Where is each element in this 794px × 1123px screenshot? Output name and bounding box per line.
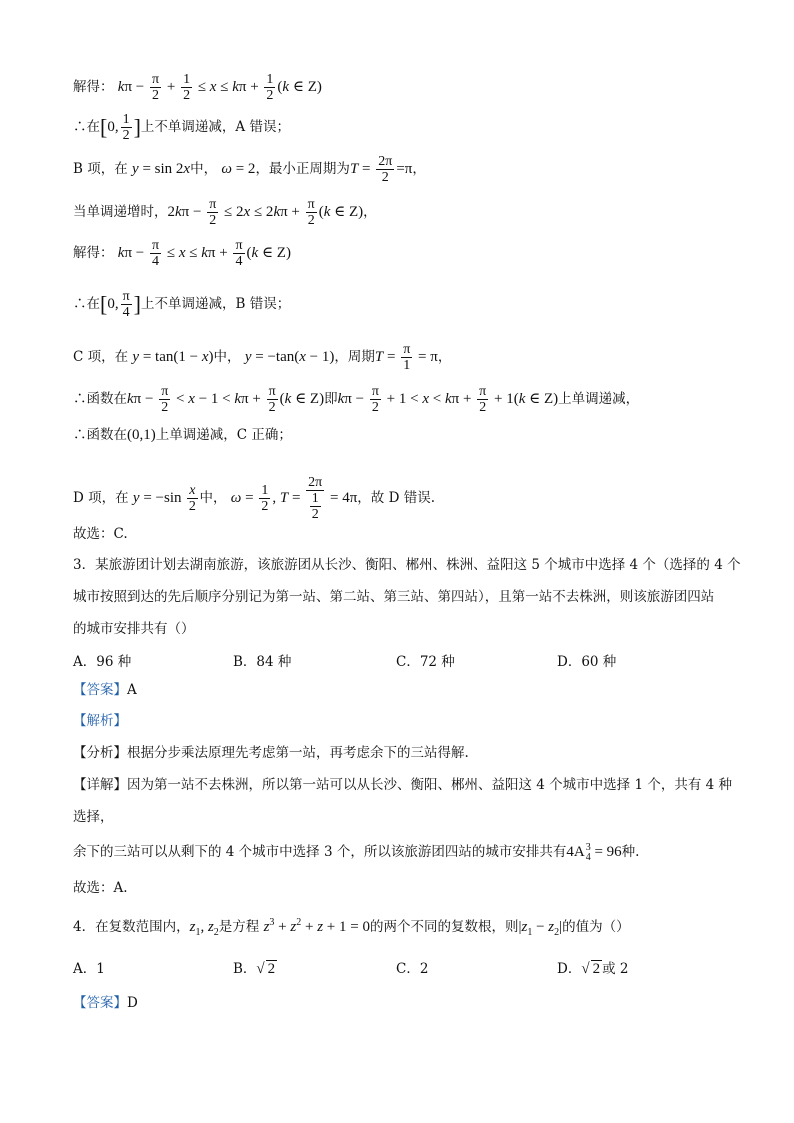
answer-tag: 【答案】	[73, 995, 127, 1011]
text: 或 2	[602, 961, 629, 977]
math-interval: [0, $\frac{1}{2}$ ]	[100, 112, 141, 143]
solve-line-2	[73, 112, 290, 143]
text: ∴函数在	[73, 427, 127, 443]
radicand: 2	[592, 961, 601, 977]
text: 上不单调递减，A 错误；	[140, 118, 290, 135]
text: D．	[557, 961, 582, 977]
solve-line-3	[73, 154, 426, 185]
text: 上单调递减，C 正确；	[155, 427, 292, 443]
solve-line-10	[73, 475, 435, 522]
q3-fenxi	[73, 743, 469, 763]
text: 中，	[190, 160, 218, 177]
text: 上不单调递减，B 错误；	[140, 295, 291, 312]
text: 4．在复数范围内，	[73, 919, 190, 935]
solve-line-4	[73, 197, 377, 228]
fenxi-text: 根据分步乘法原理先考虑第一站，再考虑余下的三站得解.	[127, 745, 469, 761]
q3-option-c: C．72 种	[396, 654, 455, 670]
text: 余下的三站可以从剩下的 4 个城市中选择 3 个，所以该旅游团四站的城市安排共有	[73, 844, 567, 860]
text: 即	[324, 390, 338, 407]
q3-stem-line-1: 3．某旅游团计划去湖南旅游，该旅游团从长沙、衡阳、郴州、株洲、益阳这 5 个城市中选择 4 个（选择的 4 个	[73, 557, 741, 573]
math-expression: y = −tan(x − 1)	[244, 348, 335, 365]
q4-answer	[73, 993, 138, 1013]
math-expression: ω = $\frac{1}{2}$ , T = $\frac{2\pi}{\frac{1}{2}}$ = 4π	[230, 475, 358, 522]
sqrt-expression: √ 2	[256, 961, 276, 977]
math-expression: 2kπ − $\frac{\pi}{2}$ ≤ 2x ≤ 2kπ + $\frac{\pi}{2}$ (k ∈ Z)	[167, 197, 364, 228]
math-expression: T = $\frac{2\pi}{2}$ =π	[349, 154, 413, 185]
sqrt-expression: √ 2	[581, 961, 601, 977]
math-expression: kπ − $\frac{\pi}{2}$ + 1 < x < kπ + $\frac{\pi}{2}$ + 1(k ∈ Z)	[337, 384, 559, 415]
q4-option-c: C．2	[396, 961, 429, 977]
text: D 项，在	[73, 489, 129, 506]
q3-detail-line-3	[73, 842, 639, 863]
math-expression: $|z_1 - z_2|$	[518, 919, 563, 938]
text: 的值为（）	[562, 919, 630, 935]
solve-line-7	[73, 342, 451, 373]
solve-line-5	[73, 238, 291, 269]
q3-detail-line-2: 选择，	[73, 809, 114, 825]
math-expression: y = −sin $\frac{x}{2}$	[132, 483, 196, 514]
q3-option-a: A．96 种	[73, 654, 132, 670]
q3-option-b: B．84 种	[233, 654, 292, 670]
q3-option-d: D．60 种	[557, 654, 617, 670]
text: 中，	[213, 348, 241, 365]
math-expression: ω = 2	[221, 160, 256, 177]
solve-line-9	[73, 425, 292, 445]
text: ，故 D 错误.	[357, 489, 435, 506]
q3-stem-line-2: 城市按照到达的先后顺序分别记为第一站、第二站、第三站、第四站），且第一站不去株洲，则该旅游团四站	[73, 589, 715, 605]
math-expression: y = sin 2x	[132, 160, 191, 177]
fenxi-tag: 【分析】	[73, 745, 127, 761]
detail-tag: 【详解】	[73, 777, 127, 793]
text: ，	[363, 203, 377, 220]
math-interval: (0,1)	[127, 427, 156, 443]
q3-analysis	[73, 711, 127, 731]
text: ，最小正周期为	[255, 160, 350, 177]
math-expression: $z_1$, $z_2$	[189, 919, 219, 938]
text: 种.	[621, 844, 640, 860]
text: 解得：	[73, 244, 114, 261]
math-expression: y = tan(1 − x)	[132, 348, 214, 365]
text: ，	[412, 160, 426, 177]
text: B．	[233, 961, 257, 977]
text: 当单调递增时，	[73, 203, 168, 220]
solve-line-8	[73, 384, 639, 415]
text: 解得：	[73, 78, 114, 95]
math-interval: [0, $\frac{\pi}{4}$ ]	[100, 289, 141, 320]
text: 是方程	[218, 919, 260, 935]
text: ∴函数在	[73, 390, 127, 407]
radicand: 2	[267, 961, 276, 977]
q4-option-a: A．1	[73, 961, 105, 977]
analysis-tag: 【解析】	[73, 713, 127, 729]
answer-value: A	[127, 682, 137, 698]
math-expression: 4A 3 4 = 96	[566, 841, 622, 863]
q3-detail-line-1	[73, 775, 732, 795]
choose-line: 故选：C.	[73, 526, 128, 542]
text: C 项，在	[73, 348, 129, 365]
math-expression: $z^3 + z^2 + z + 1 = 0$	[263, 917, 370, 935]
q3-stem-line-3: 的城市安排共有（）	[73, 621, 195, 637]
math-expression: kπ − $\frac{\pi}{2}$ + $\frac{1}{2}$ ≤ x ≤ kπ + $\frac{1}{2}$ (k ∈ Z)	[117, 72, 322, 103]
q4-option-b	[233, 957, 277, 978]
math-expression: T = $\frac{\pi}{1}$ = π	[374, 342, 438, 373]
text: ，周期	[334, 348, 375, 365]
text: 中，	[199, 489, 227, 506]
text: 的两个不同的复数根，则	[369, 919, 519, 935]
q4-option-d	[557, 957, 628, 978]
math-expression: kπ − $\frac{\pi}{2}$ < x − 1 < kπ + $\frac{\pi}{2}$ (k ∈ Z)	[127, 384, 325, 415]
answer-tag: 【答案】	[73, 682, 127, 698]
q3-answer	[73, 680, 137, 700]
math-expression: kπ − $\frac{\pi}{4}$ ≤ x ≤ kπ + $\frac{\pi}{4}$ (k ∈ Z)	[117, 238, 291, 269]
solve-line-1	[73, 72, 322, 103]
answer-value: D	[127, 995, 138, 1011]
text: 上单调递减，	[558, 390, 640, 407]
text: ∴在	[73, 118, 100, 135]
text: ∴在	[73, 295, 100, 312]
text: ，	[437, 348, 452, 365]
q4-stem	[73, 913, 630, 943]
detail-text: 因为第一站不去株洲，所以第一站可以从长沙、衡阳、郴州、益阳这 4 个城市中选择 1 个，共有 4 种	[127, 777, 733, 793]
solve-line-6	[73, 289, 290, 320]
q3-choose: 故选：A.	[73, 880, 128, 896]
text: B 项，在	[73, 160, 128, 177]
